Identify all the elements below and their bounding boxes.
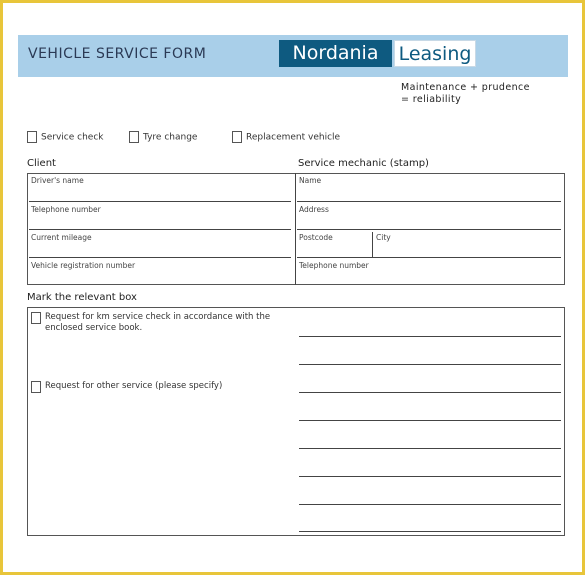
option-label: Tyre change [143,132,198,143]
checkbox[interactable] [31,381,41,393]
field-drivers-name: Driver's name [31,176,84,185]
field-address: Address [299,205,329,214]
input-line[interactable] [29,229,291,230]
checkbox[interactable] [232,131,242,143]
input-line[interactable] [299,336,561,337]
checkbox[interactable] [27,131,37,143]
input-line[interactable] [297,257,561,258]
postcode-city-divider [372,232,373,257]
option-service-check[interactable] [27,131,103,143]
tagline-line-2: = reliability [401,94,462,105]
request-other-service[interactable] [31,381,305,392]
client-heading: Client [27,158,56,169]
mark-heading: Mark the relevant box [27,292,137,303]
checkbox[interactable] [31,312,41,324]
request-label-line-1: Request for other service (please specify) [45,381,223,391]
option-label: Replacement vehicle [246,132,341,143]
request-km-service[interactable] [31,312,305,334]
input-line[interactable] [299,476,561,477]
input-line[interactable] [299,531,561,532]
input-line[interactable] [29,257,291,258]
input-line[interactable] [299,392,561,393]
tagline [401,82,530,106]
input-line[interactable] [29,201,291,202]
input-line[interactable] [299,420,561,421]
form-title: VEHICLE SERVICE FORM [28,46,207,62]
input-line[interactable] [297,229,561,230]
option-replacement-vehicle[interactable] [232,131,340,143]
request-label-line-2: enclosed service book. [45,323,143,333]
field-telephone-number: Telephone number [31,205,101,214]
field-city: City [376,233,391,242]
logo-nordania: Nordania [279,40,392,67]
option-label: Service check [41,132,104,143]
field-vehicle-registration: Vehicle registration number [31,261,136,270]
field-postcode: Postcode [299,233,333,242]
input-line[interactable] [299,504,561,505]
input-line[interactable] [299,364,561,365]
tagline-line-1: Maintenance + prudence [401,82,530,93]
input-line[interactable] [299,448,561,449]
logo-leasing: Leasing [394,40,476,67]
field-name: Name [299,176,322,185]
option-tyre-change[interactable] [129,131,197,143]
details-divider [295,173,296,285]
request-label-line-1: Request for km service check in accordance with the [45,312,271,322]
field-current-mileage: Current mileage [31,233,92,242]
request-box [27,307,565,536]
checkbox[interactable] [129,131,139,143]
mechanic-heading: Service mechanic (stamp) [298,158,429,169]
input-line[interactable] [297,201,561,202]
form-header [18,35,568,77]
field-mechanic-telephone: Telephone number [299,261,369,270]
